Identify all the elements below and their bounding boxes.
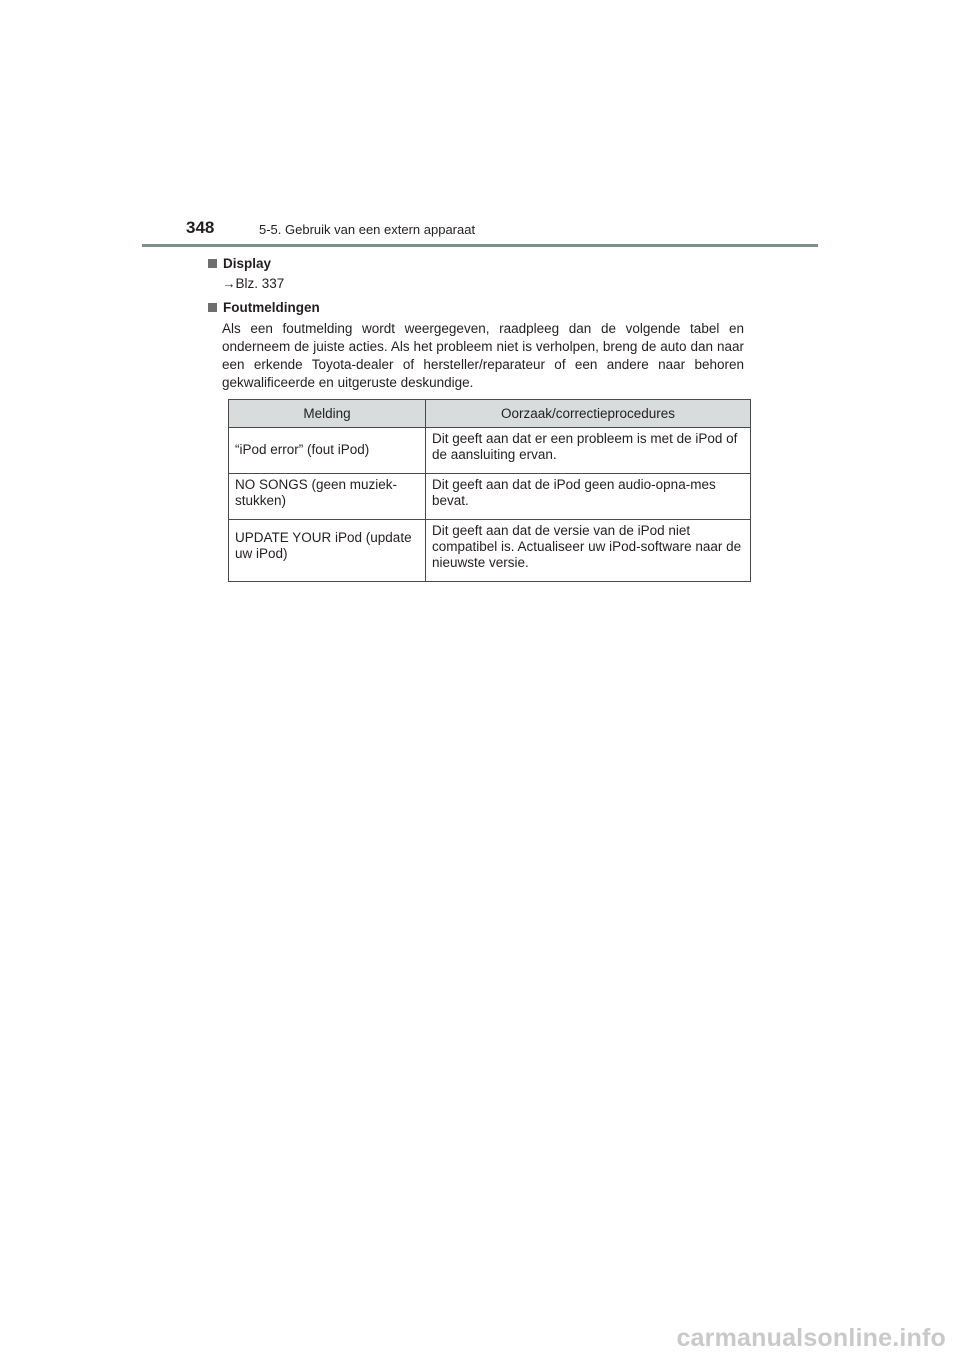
error-messages-heading: Foutmeldingen — [223, 300, 320, 315]
column-header-cause: Oorzaak/correctieprocedures — [426, 400, 751, 428]
message-cell: “iPod error” (fout iPod) — [229, 428, 426, 474]
table-row — [229, 428, 751, 474]
column-header-message: Melding — [229, 400, 426, 428]
table-row — [229, 474, 751, 520]
message-cell: UPDATE YOUR iPod (update uw iPod) — [229, 520, 426, 582]
cause-cell: Dit geeft aan dat er een probleem is met de iPod of de aansluiting ervan. — [426, 428, 751, 474]
bullet-square-icon — [208, 303, 217, 312]
bullet-square-icon — [208, 259, 217, 268]
site-watermark: carmanualsonline.info — [676, 1324, 946, 1352]
error-message-table — [228, 399, 751, 582]
display-heading: Display — [223, 256, 272, 271]
cause-cell: Dit geeft aan dat de iPod geen audio-opna-mes bevat. — [426, 474, 751, 520]
table-header-row — [229, 400, 751, 428]
table-row — [229, 520, 751, 582]
header-divider — [142, 244, 818, 247]
error-messages-intro: Als een foutmelding wordt weergegeven, raadpleeg dan de volgende tabel en onderneem de juiste acties. Als het probleem niet is verholpen, breng de auto dan naar een erkende Toyota-dealer of hersteller/reparateur of een andere naar behoren gekwalificeerde en uitgeruste deskundige. — [222, 321, 744, 390]
page-number: 348 — [186, 218, 215, 237]
cause-cell: Dit geeft aan dat de versie van de iPod niet compatibel is. Actualiseer uw iPod-software naar de nieuwste versie. — [426, 520, 751, 582]
display-page-reference: →Blz. 337 — [222, 276, 285, 291]
section-title: 5-5. Gebruik van een extern apparaat — [259, 222, 476, 237]
message-cell: NO SONGS (geen muziek-stukken) — [229, 474, 426, 520]
